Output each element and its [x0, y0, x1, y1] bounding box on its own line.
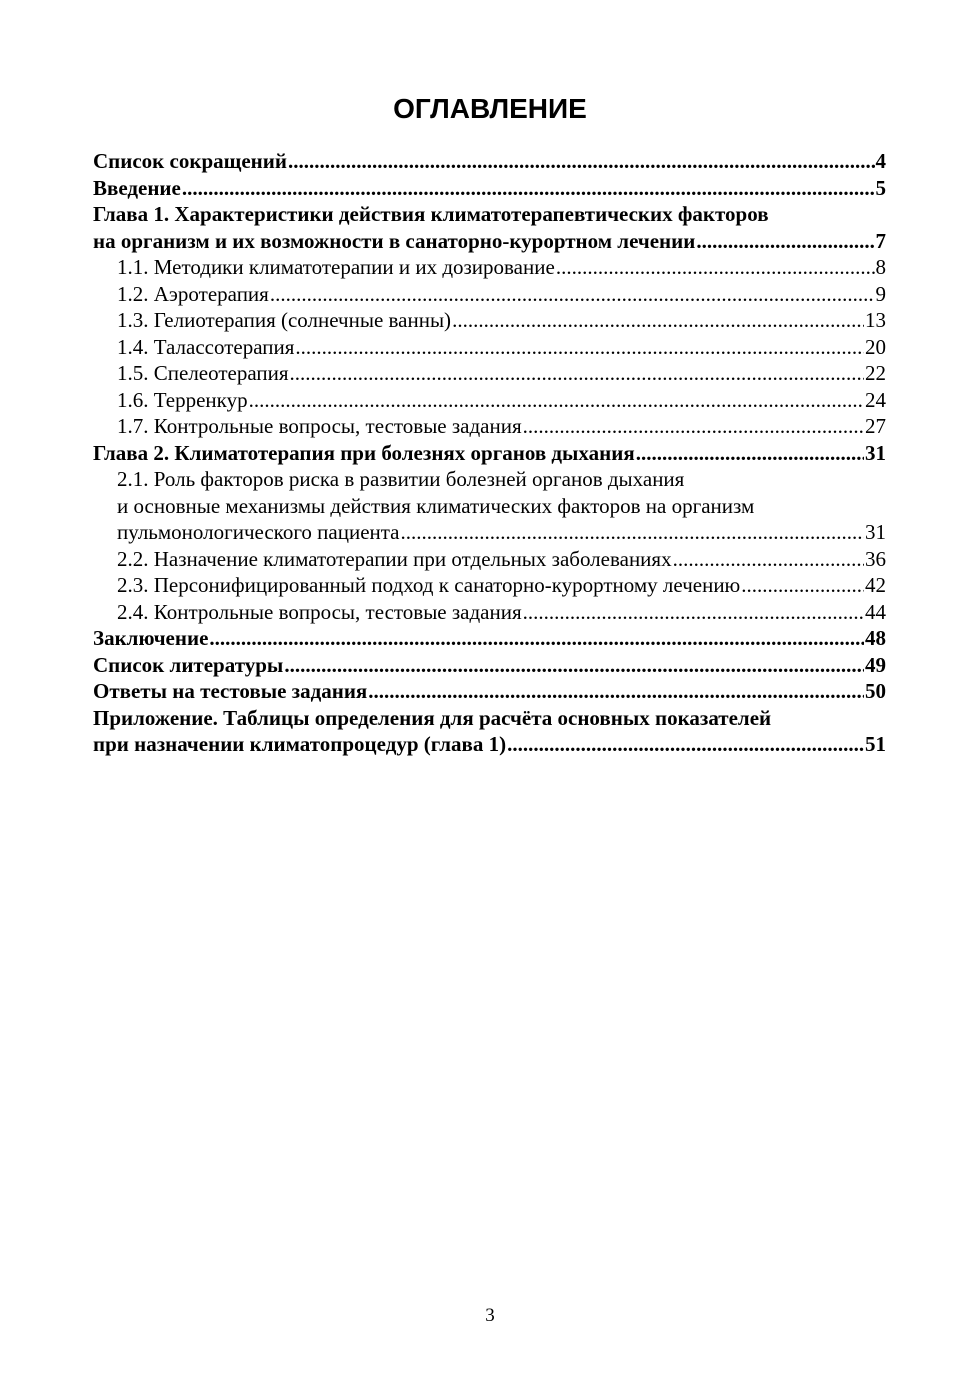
page-title: ОГЛАВЛЕНИЕ	[393, 93, 587, 124]
toc-entry-2-4[interactable]	[93, 599, 886, 626]
toc-entry-introduction[interactable]	[93, 175, 886, 202]
toc-entry-1-4[interactable]	[93, 334, 886, 361]
toc-entry-chapter-1[interactable]	[93, 201, 886, 254]
toc-entry-title: 1.6. Терренкур	[117, 387, 248, 412]
toc-page-number: 5	[875, 175, 886, 200]
toc-entry-title-line: Глава 1. Характеристики действия климатотерапевтических факторов	[93, 202, 769, 226]
toc-page-number: 27	[865, 414, 886, 438]
toc-entry-references[interactable]	[93, 652, 886, 679]
toc-entry-title: на организм и их возможности в санаторно-курортном лечении	[93, 228, 696, 253]
toc-entry-1-1[interactable]	[93, 254, 886, 281]
toc-page-number: 51	[865, 732, 886, 756]
toc-entry-title: Заключение	[93, 626, 209, 650]
toc-entry-title-line: и основные механизмы действия климатических факторов на организм	[117, 493, 755, 518]
toc-dot-leader	[556, 254, 875, 281]
page-number: 3	[485, 1305, 495, 1326]
toc-entry-title-line: Приложение. Таблицы определения для расчёта основных показателей	[93, 705, 772, 730]
toc-dot-leader	[673, 546, 864, 573]
toc-entry-2-3[interactable]	[93, 572, 886, 599]
toc-entry-title-line: 2.1. Роль факторов риска в развитии болезней органов дыхания	[117, 467, 685, 491]
toc-entry-title: Список сокращений	[93, 149, 287, 173]
toc-dot-leader	[290, 360, 864, 387]
toc-page-number: 22	[865, 361, 886, 385]
toc-dot-leader	[741, 572, 864, 599]
toc-entry-title: 2.4. Контрольные вопросы, тестовые задания	[117, 599, 522, 624]
toc-dot-leader	[696, 228, 874, 255]
toc-dot-leader	[401, 519, 864, 546]
toc-page-number: 8	[875, 255, 886, 279]
toc-entry-chapter-2[interactable]	[93, 440, 886, 467]
toc-page-number: 7	[875, 228, 886, 253]
toc-dot-leader	[523, 413, 864, 440]
toc-entry-title: Ответы на тестовые задания	[93, 679, 368, 703]
toc-entry-title: 1.1. Методики климатотерапии и их дозирование	[117, 255, 555, 279]
toc-entry-appendix[interactable]	[93, 705, 886, 758]
toc-entry-1-3[interactable]	[93, 307, 886, 334]
toc-page-number: 42	[865, 573, 886, 597]
toc-dot-leader	[249, 387, 864, 414]
toc-entry-answers[interactable]	[93, 678, 886, 705]
toc-dot-leader	[288, 148, 875, 175]
toc-page-number: 20	[865, 334, 886, 359]
toc-entry-2-2[interactable]	[93, 546, 886, 573]
toc-entry-title: 2.2. Назначение климатотерапии при отдельных заболеваниях	[117, 546, 672, 571]
toc-page-number: 24	[865, 387, 886, 412]
toc-dot-leader	[507, 731, 864, 758]
toc-entry-conclusion[interactable]	[93, 625, 886, 652]
toc-page-number: 13	[865, 308, 886, 332]
toc-page-number: 44	[865, 599, 886, 624]
toc-page-number: 49	[865, 652, 886, 677]
toc-entry-2-1[interactable]	[93, 466, 886, 546]
toc-entry-abbreviations[interactable]	[93, 148, 886, 175]
toc-entry-title: при назначении климатопроцедур (глава 1)	[93, 732, 507, 756]
toc-entry-title: 2.3. Персонифицированный подход к санаторно-курортному лечению	[117, 573, 741, 597]
toc-dot-leader	[284, 652, 864, 679]
toc-page-number: 36	[865, 546, 886, 571]
toc-entry-title: 1.3. Гелиотерапия (солнечные ванны)	[117, 308, 452, 332]
toc-page-number: 4	[875, 149, 886, 173]
toc-entry-title: Список литературы	[93, 652, 284, 677]
toc-entry-title: Глава 2. Климатотерапия при болезнях органов дыхания	[93, 440, 635, 465]
toc-dot-leader	[270, 281, 875, 308]
toc-entry-title: 1.5. Спелеотерапия	[117, 361, 289, 385]
toc-entry-1-7[interactable]	[93, 413, 886, 440]
toc-entry-title: Введение	[93, 175, 181, 200]
toc-entry-1-2[interactable]	[93, 281, 886, 308]
toc-dot-leader	[636, 440, 864, 467]
toc-dot-leader	[523, 599, 864, 626]
toc-entry-title: пульмонологического пациента	[117, 520, 400, 544]
toc-page-number: 48	[865, 626, 886, 650]
toc-dot-leader	[368, 678, 864, 705]
toc-entry-title: 1.2. Аэротерапия	[117, 281, 269, 306]
toc-entry-1-5[interactable]	[93, 360, 886, 387]
toc-entry-1-6[interactable]	[93, 387, 886, 414]
toc-page-number: 50	[865, 679, 886, 703]
table-of-contents	[93, 148, 886, 758]
toc-page-number: 9	[875, 281, 886, 306]
toc-dot-leader	[209, 625, 864, 652]
toc-page-number: 31	[865, 520, 886, 544]
toc-page-number: 31	[865, 440, 886, 465]
toc-dot-leader	[182, 175, 875, 202]
toc-entry-title: 1.7. Контрольные вопросы, тестовые задания	[117, 414, 522, 438]
toc-dot-leader	[452, 307, 864, 334]
toc-dot-leader	[295, 334, 864, 361]
toc-entry-title: 1.4. Талассотерапия	[117, 334, 295, 359]
